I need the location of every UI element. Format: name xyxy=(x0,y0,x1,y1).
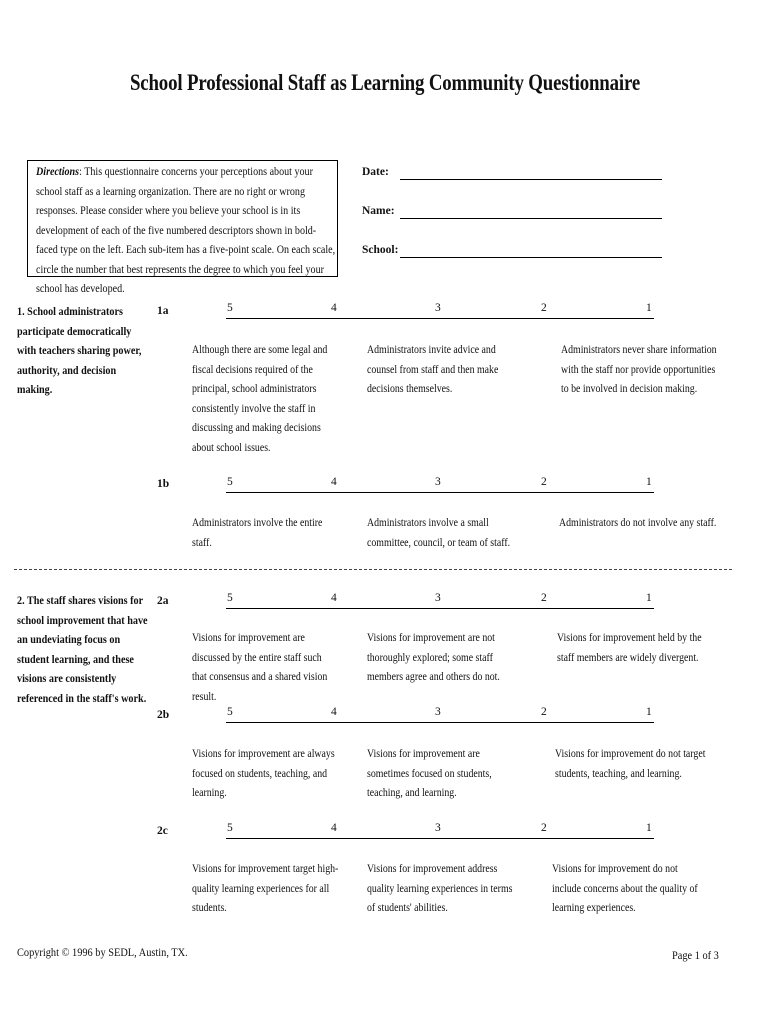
scale-option-1[interactable]: 1 xyxy=(646,302,652,314)
subitem-number: 2b xyxy=(157,709,170,721)
scale-option-5[interactable]: 5 xyxy=(227,476,233,488)
scale-option-4[interactable]: 4 xyxy=(331,822,337,834)
scale-option-5[interactable]: 5 xyxy=(227,592,233,604)
scale-option-2[interactable]: 2 xyxy=(541,476,547,488)
scale-option-4[interactable]: 4 xyxy=(331,476,337,488)
directions-body: : This questionnaire concerns your perceptions about your school staff as a learning organization. There are no right or wrong responses. Please consider where you believe your school is in its development of each of the five numbered descriptors shown in bold-faced type on the left. Each sub-item has a five-point scale. On each scale, circle the number that best represents the degree to which you feel your school has developed. xyxy=(36,166,336,295)
scale-option-3[interactable]: 3 xyxy=(435,302,441,314)
scale-option-4[interactable]: 4 xyxy=(331,302,337,314)
copyright-notice: Copyright © 1996 by SEDL, Austin, TX. xyxy=(17,947,188,959)
scale-option-2[interactable]: 2 xyxy=(541,706,547,718)
directions-label: Directions xyxy=(36,166,80,178)
descriptor-low: Visions for improvement held by the staff members are widely divergent. xyxy=(557,632,702,664)
scale-option-4[interactable]: 4 xyxy=(331,706,337,718)
name-field[interactable] xyxy=(400,218,662,219)
date-label: Date: xyxy=(362,166,389,178)
descriptor-mid: Administrators invite advice and counsel from staff and then make decisions themselves. xyxy=(367,344,499,395)
scale-option-1[interactable]: 1 xyxy=(646,476,652,488)
rating-scale-2a xyxy=(226,594,654,609)
descriptor-high: Administrators involve the entire staff. xyxy=(192,517,323,549)
page-title: School Professional Staff as Learning Community Questionnaire xyxy=(129,70,641,95)
scale-option-1[interactable]: 1 xyxy=(646,822,652,834)
descriptor-high: Visions for improvement are discussed by the entire staff such that consensus and a shared vision result. xyxy=(192,632,328,703)
scale-option-1[interactable]: 1 xyxy=(646,706,652,718)
rating-scale-2c xyxy=(226,824,654,839)
scale-option-1[interactable]: 1 xyxy=(646,592,652,604)
scale-option-5[interactable]: 5 xyxy=(227,822,233,834)
directions-text xyxy=(36,163,336,300)
page-number: Page 1 of 3 xyxy=(672,950,719,962)
subitem-number: 2c xyxy=(157,825,168,837)
rating-scale-1a xyxy=(226,304,654,319)
descriptor-low: Administrators do not involve any staff. xyxy=(559,517,717,529)
item-2-label: 2. The staff shares visions for school improvement that have an undeviating focus on student learning, and these visions are consistently referenced in the staff's work. xyxy=(17,595,148,705)
subitem-number: 1a xyxy=(157,305,169,317)
descriptor-low: Administrators never share information with the staff nor provide opportunities to be involved in decision making. xyxy=(561,344,717,395)
descriptor-mid: Visions for improvement address quality learning experiences in terms of students' abilities. xyxy=(367,863,513,914)
scale-option-2[interactable]: 2 xyxy=(541,302,547,314)
scale-option-2[interactable]: 2 xyxy=(541,822,547,834)
section-divider xyxy=(14,569,732,570)
name-label: Name: xyxy=(362,205,395,217)
descriptor-low: Visions for improvement do not include concerns about the quality of learning experiences. xyxy=(552,863,698,914)
rating-scale-1b xyxy=(226,478,654,493)
scale-option-3[interactable]: 3 xyxy=(435,592,441,604)
subitem-number: 2a xyxy=(157,595,169,607)
scale-option-3[interactable]: 3 xyxy=(435,476,441,488)
subitem-number: 1b xyxy=(157,478,170,490)
descriptor-high: Visions for improvement are always focused on students, teaching, and learning. xyxy=(192,748,335,799)
scale-option-5[interactable]: 5 xyxy=(227,302,233,314)
scale-option-3[interactable]: 3 xyxy=(435,822,441,834)
descriptor-mid: Visions for improvement are not thoroughly explored; some staff members agree and others do not. xyxy=(367,632,500,683)
descriptor-high: Although there are some legal and fiscal decisions required of the principal, school administrators consistently involve the staff in discussing and making decisions about school issues. xyxy=(192,344,328,454)
scale-option-2[interactable]: 2 xyxy=(541,592,547,604)
descriptor-mid: Visions for improvement are sometimes focused on students, teaching, and learning. xyxy=(367,748,492,799)
descriptor-high: Visions for improvement target high-quality learning experiences for all students. xyxy=(192,863,339,914)
scale-option-5[interactable]: 5 xyxy=(227,706,233,718)
school-label: School: xyxy=(362,244,399,256)
rating-scale-2b xyxy=(226,708,654,723)
scale-option-4[interactable]: 4 xyxy=(331,592,337,604)
school-field[interactable] xyxy=(400,257,662,258)
descriptor-low: Visions for improvement do not target students, teaching, and learning. xyxy=(555,748,706,780)
item-1-label: 1. School administrators participate democratically with teachers sharing power, authority, and decision making. xyxy=(17,306,142,397)
descriptor-mid: Administrators involve a small committee, council, or team of staff. xyxy=(367,517,511,549)
date-field[interactable] xyxy=(400,179,662,180)
scale-option-3[interactable]: 3 xyxy=(435,706,441,718)
